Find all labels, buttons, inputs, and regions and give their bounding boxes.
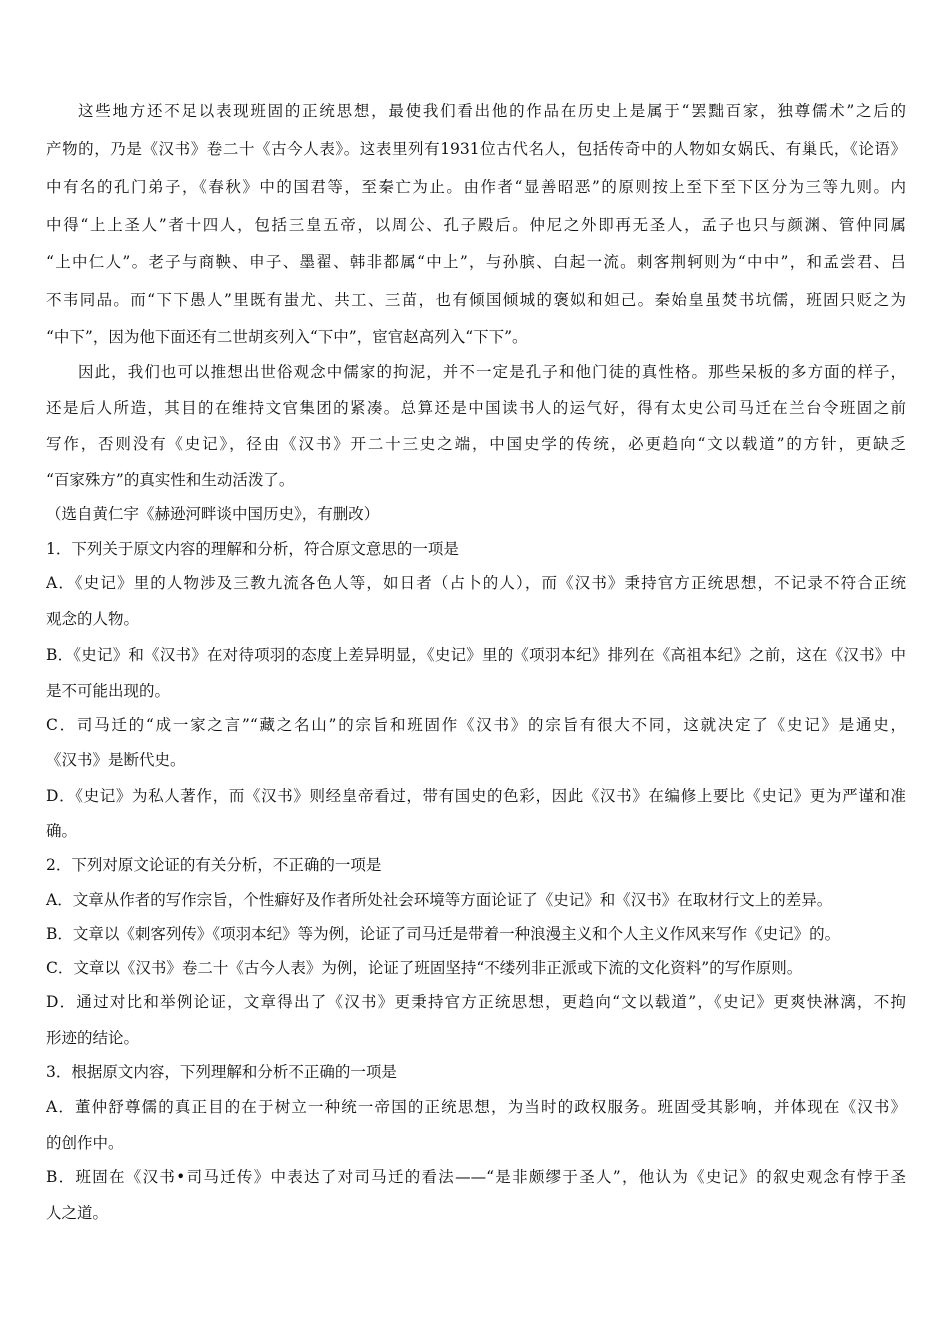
option-b: B．班固在《汉书•司马迁传》中表达了对司马迁的看法——“是非颇缪于圣人”，他认为《史记》的叙史观念有悖于圣 bbox=[46, 1168, 906, 1186]
option-c-continued: 《汉书》是断代史。 bbox=[46, 751, 186, 769]
question-stem: 2．下列对原文论证的有关分析，不正确的一项是 bbox=[46, 856, 382, 874]
option-a-continued: 观念的人物。 bbox=[46, 610, 140, 628]
option-a: A．董仲舒尊儒的真正目的在于树立一种统一帝国的正统思想，为当时的政权服务。班固受其影响，并体现在《汉书》 bbox=[46, 1098, 906, 1116]
text-line: 中得“上上圣人”者十四人，包括三皇五帝，以周公、孔子殿后。仲尼之外即再无圣人，孟子也只与颜渊、管仲同属 bbox=[46, 216, 906, 234]
option-d-continued: 形迹的结论。 bbox=[46, 1029, 140, 1047]
option-b: B．《史记》和《汉书》在对待项羽的态度上差异明显，《史记》里的《项羽本纪》排列在《高祖本纪》之前，这在《汉书》中 bbox=[46, 646, 906, 664]
source-citation: （选自黄仁宇《赫逊河畔谈中国历史》，有删改） bbox=[46, 505, 380, 523]
text-line: “中下”，因为他下面还有二世胡亥列入“下中”，宦官赵高列入“下下”。 bbox=[46, 328, 528, 346]
option-b-continued: 人之道。 bbox=[46, 1204, 109, 1222]
text-line: “百家殊方”的真实性和生动活泼了。 bbox=[46, 471, 295, 489]
text-line: 产物的，乃是《汉书》卷二十《古今人表》。这表里列有1931位古代名人，包括传奇中的人物如女娲氏、有巢氏，《论语》 bbox=[46, 140, 906, 158]
text-line: 写作，否则没有《史记》，径由《汉书》开二十三史之端，中国史学的传统，必更趋向“文以载道”的方针，更缺乏 bbox=[46, 435, 906, 453]
option-a-continued: 的创作中。 bbox=[46, 1134, 124, 1152]
text-line: 因此，我们也可以推想出世俗观念中儒家的拘泥，并不一定是孔子和他门徒的真性格。那些呆板的多方面的样子， bbox=[78, 363, 906, 381]
text-line: 还是后人所造，其目的在维持文官集团的紧凑。总算还是中国读书人的运气好，得有太史公司马迁在兰台令班固之前 bbox=[46, 399, 906, 417]
option-d-continued: 确。 bbox=[46, 822, 78, 840]
text-line: 这些地方还不足以表现班固的正统思想，最使我们看出他的作品在历史上是属于“罢黜百家，独尊儒术”之后的 bbox=[78, 102, 906, 120]
option-b-continued: 是不可能出现的。 bbox=[46, 682, 171, 700]
option-c: C．司马迁的“成一家之言”“藏之名山”的宗旨和班固作《汉书》的宗旨有很大不同，这就决定了《史记》是通史， bbox=[46, 716, 906, 734]
question-stem: 1．下列关于原文内容的理解和分析，符合原文意思的一项是 bbox=[46, 540, 459, 558]
text-line: “上中仁人”。老子与商鞅、申子、墨翟、韩非都属“中上”，与孙膑、白起一流。刺客荆轲则为“中中”，和孟尝君、吕 bbox=[46, 253, 906, 271]
option-a: A．《史记》里的人物涉及三教九流各色人等，如日者（占卜的人），而《汉书》秉持官方正统思想，不记录不符合正统 bbox=[46, 574, 906, 592]
text-line: 不韦同品。而“下下愚人”里既有蚩尤、共工、三苗，也有倾国倾城的褒姒和妲己。秦始皇虽焚书坑儒，班固只贬之为 bbox=[46, 291, 906, 309]
option-c: C．文章以《汉书》卷二十《古今人表》为例，论证了班固坚持“不缕列非正派或下流的文化资料”的写作原则。 bbox=[46, 959, 803, 977]
option-a: A．文章从作者的写作宗旨，个性癖好及作者所处社会环境等方面论证了《史记》和《汉书》在取材行文上的差异。 bbox=[46, 891, 833, 909]
text-line: 中有名的孔门弟子，《春秋》中的国君等，至秦亡为止。由作者“显善昭恶”的原则按上至下至下区分为三等九则。内 bbox=[46, 178, 906, 196]
option-d: D．《史记》为私人著作，而《汉书》则经皇帝看过，带有国史的色彩，因此《汉书》在编修上要比《史记》更为严谨和准 bbox=[46, 787, 906, 805]
option-b: B．文章以《刺客列传》《项羽本纪》等为例，论证了司马迁是带着一种浪漫主义和个人主义作风来写作《史记》的。 bbox=[46, 925, 841, 943]
question-stem: 3．根据原文内容，下列理解和分析不正确的一项是 bbox=[46, 1063, 397, 1081]
option-d: D．通过对比和举例论证，文章得出了《汉书》更秉持官方正统思想，更趋向“文以载道”，《史记》更爽快淋漓，不拘 bbox=[46, 993, 906, 1011]
